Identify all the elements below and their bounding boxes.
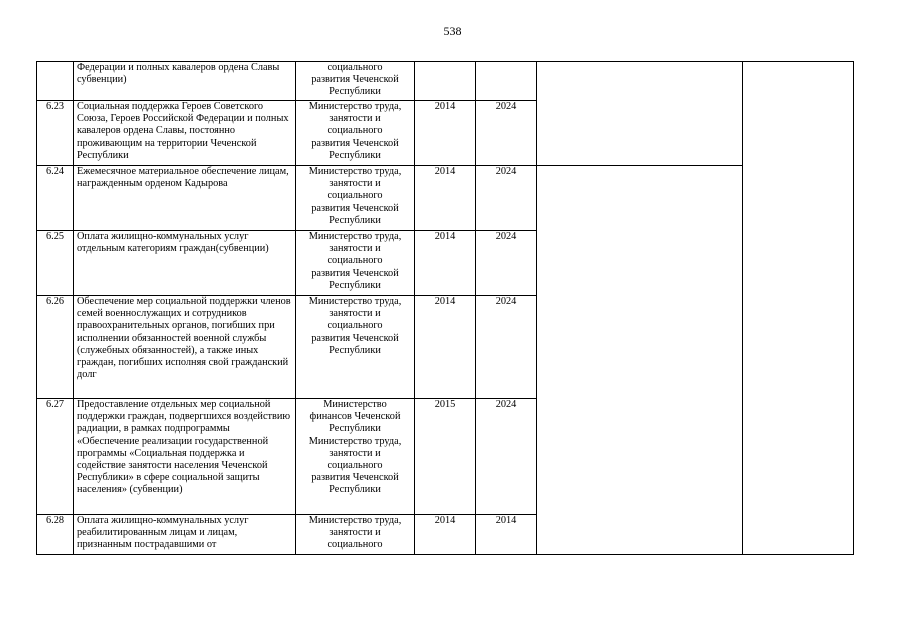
executor: Министерство труда, занятости и социального развития Чеченской Республики	[296, 231, 415, 296]
end-year: 2024	[476, 399, 537, 515]
page-number: 538	[443, 24, 462, 38]
start-year: 2015	[415, 399, 476, 515]
row-number: 6.27	[37, 399, 74, 515]
executor: Министерство труда, занятости и социального	[296, 515, 415, 555]
row-number: 6.25	[37, 231, 74, 296]
measure-name: Оплата жилищно-коммунальных услуг реабилитированным лицам и лицам, признанным пострадавшими от	[74, 515, 296, 555]
end-year: 2024	[476, 296, 537, 399]
measures-table	[36, 61, 854, 555]
row-number: 6.28	[37, 515, 74, 555]
executor: Министерство финансов Чеченской Республики Министерство труда, занятости и социального развития Чеченской Республики	[296, 399, 415, 515]
measure-name: Федерации и полных кавалеров ордена Славы субвенции)	[74, 62, 296, 101]
start-year: 2014	[415, 101, 476, 166]
executor: социального развития Чеченской Республики	[296, 62, 415, 101]
start-year: 2014	[415, 231, 476, 296]
start-year	[415, 62, 476, 101]
executor: Министерство труда, занятости и социального развития Чеченской Республики	[296, 166, 415, 231]
start-year: 2014	[415, 296, 476, 399]
end-year: 2024	[476, 231, 537, 296]
empty-cell	[537, 62, 743, 166]
start-year: 2014	[415, 166, 476, 231]
measure-name: Оплата жилищно-коммунальных услуг отдельным категориям граждан(субвенции)	[74, 231, 296, 296]
measure-name: Социальная поддержка Героев Советского Союза, Героев Российской Федерации и полных кавалеров ордена Славы, постоянно проживающим на территории Чеченской Республики	[74, 101, 296, 166]
measure-name: Предоставление отдельных мер социальной поддержки граждан, подвергшихся воздействию радиации, в рамках подпрограммы «Обеспечение реализации государственной программы «Социальная поддержка и содействие занятости населения Чеченской Республики» в сфере социальной защиты населения» (субвенции)	[74, 399, 296, 515]
end-year: 2024	[476, 166, 537, 231]
empty-cell	[743, 62, 854, 555]
row-number	[37, 62, 74, 101]
executor: Министерство труда, занятости и социального развития Чеченской Республики	[296, 101, 415, 166]
row-number: 6.23	[37, 101, 74, 166]
end-year: 2014	[476, 515, 537, 555]
executor: Министерство труда, занятости и социального развития Чеченской Республики	[296, 296, 415, 399]
measure-name: Ежемесячное материальное обеспечение лицам, награжденным орденом Кадырова	[74, 166, 296, 231]
row-number: 6.26	[37, 296, 74, 399]
end-year: 2024	[476, 101, 537, 166]
table-row	[37, 62, 854, 101]
end-year	[476, 62, 537, 101]
measure-name: Обеспечение мер социальной поддержки членов семей военнослужащих и сотрудников правоохранительных органов, погибших при исполнении обязанностей военной службы (служебных обязанностей), а также иных граждан, погибших исполняя свой гражданский долг	[74, 296, 296, 399]
start-year: 2014	[415, 515, 476, 555]
empty-cell	[537, 166, 743, 555]
table-row	[37, 166, 854, 231]
row-number: 6.24	[37, 166, 74, 231]
